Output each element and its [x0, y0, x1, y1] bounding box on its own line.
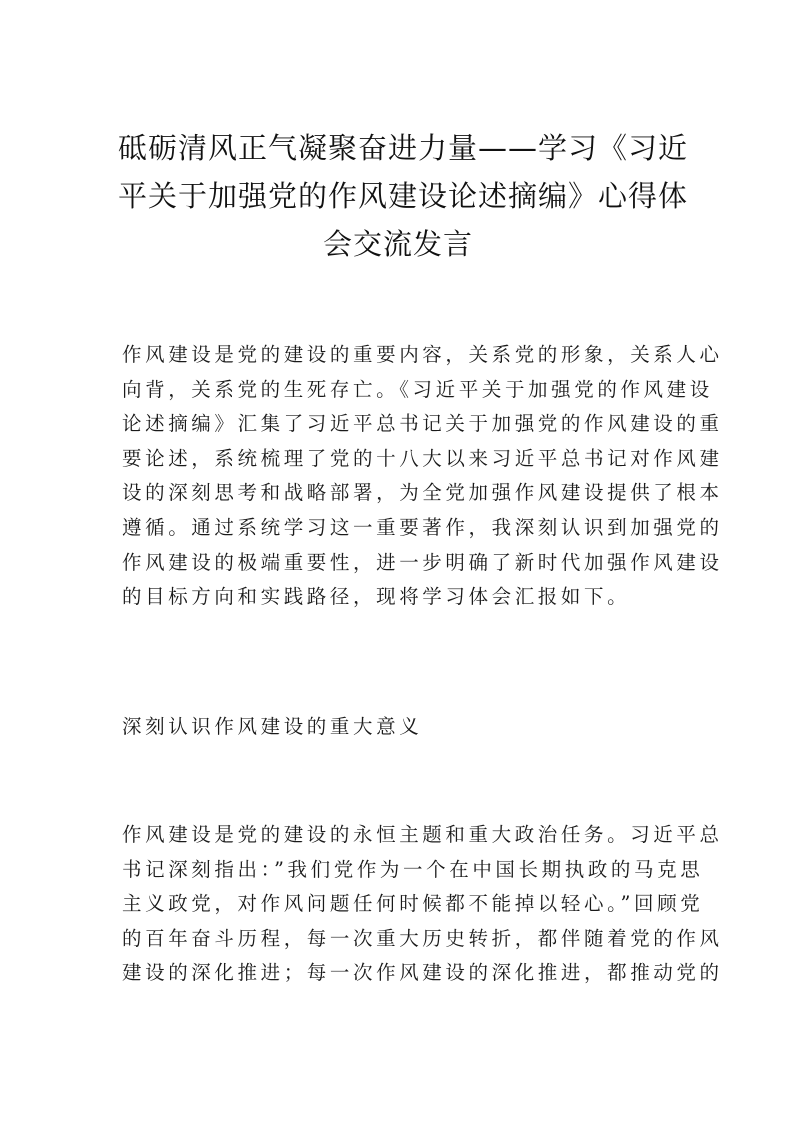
section-heading: 深刻认识作风建设的重大意义: [122, 715, 423, 738]
paragraph-line: 作风建设的极端重要性，进一步明确了新时代加强作风建设: [122, 550, 723, 574]
section-paragraph: [122, 818, 723, 991]
paragraph-line: 作风建设是党的建设的重要内容，关系党的形象，关系人心: [122, 343, 723, 366]
title-line: 会交流发言: [322, 227, 473, 261]
paragraph-line: 作风建设是党的建设的永恒主题和重大政治任务。习近平总: [122, 823, 723, 846]
title-line: 平关于加强党的作风建设论述摘编》心得体: [118, 179, 689, 213]
paragraph-line: 要论述，系统梳理了党的十八大以来习近平总书记对作风建: [122, 446, 723, 470]
title-line: 砥砺清风正气凝聚奋进力量——学习《习近: [118, 131, 689, 165]
paragraph-line: 的目标方向和实践路径，现将学习体会汇报如下。: [122, 585, 631, 609]
paragraph-line: 的百年奋斗历程，每一次重大历史转折，都伴随着党的作风: [122, 926, 723, 950]
paragraph-line: 向背，关系党的生死存亡。《习近平关于加强党的作风建设: [122, 377, 713, 401]
paragraph-line: 主义政党，对作风问题任何时候都不能掉以轻心。”回顾党: [122, 892, 704, 916]
paragraph-line: 设的深刻思考和战略部署，为全党加强作风建设提供了根本: [122, 481, 723, 505]
document-title: [118, 124, 689, 268]
paragraph-line: 遵循。通过系统学习这一重要著作，我深刻认识到加强党的: [122, 515, 723, 539]
intro-paragraph: [122, 338, 723, 615]
paragraph-line: 书记深刻指出：”我们党作为一个在中国长期执政的马克思: [122, 857, 704, 881]
paragraph-line: 论述摘编》汇集了习近平总书记关于加强党的作风建设的重: [122, 412, 723, 436]
paragraph-line: 建设的深化推进；每一次作风建设的深化推进，都推动党的: [122, 961, 723, 985]
